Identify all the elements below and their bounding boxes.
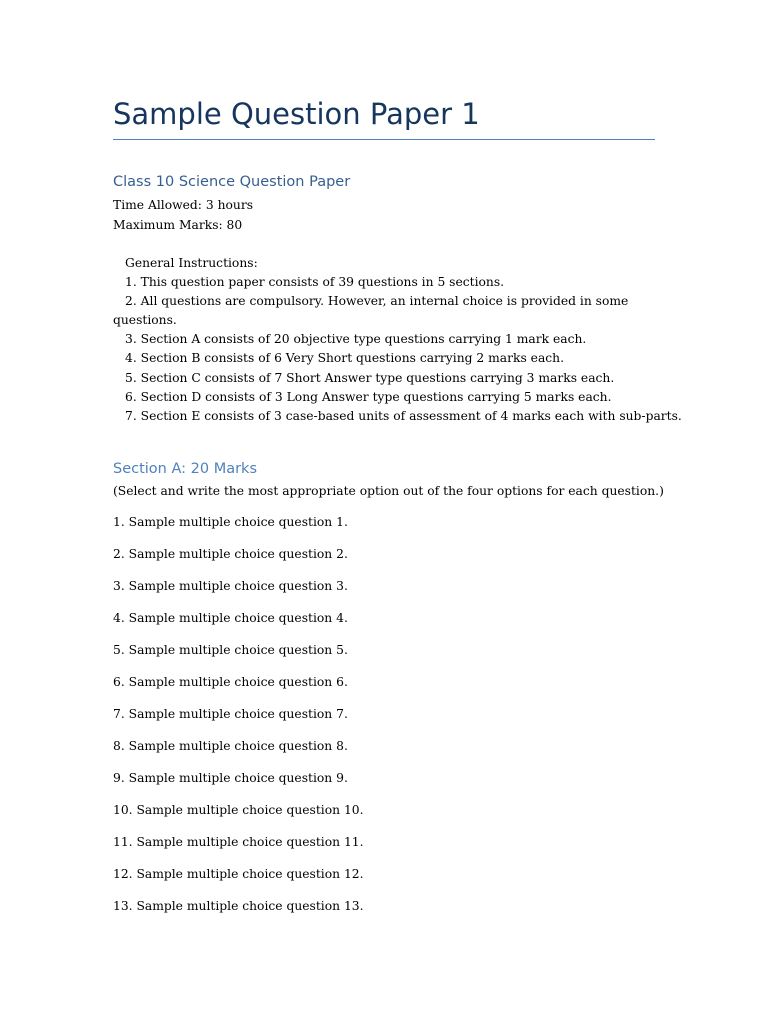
instructions-heading: General Instructions: <box>125 256 258 270</box>
question-item: 13. Sample multiple choice question 13. <box>113 899 364 913</box>
question-item: 7. Sample multiple choice question 7. <box>113 707 348 721</box>
instruction-item: 1. This question paper consists of 39 questions in 5 sections. <box>125 275 505 289</box>
question-item: 4. Sample multiple choice question 4. <box>113 611 348 625</box>
question-item: 12. Sample multiple choice question 12. <box>113 867 364 881</box>
paper-subtitle: Class 10 Science Question Paper <box>113 174 351 190</box>
section-a-heading: Section A: 20 Marks <box>113 461 258 477</box>
question-item: 10. Sample multiple choice question 10. <box>113 803 364 817</box>
time-allowed: Time Allowed: 3 hours <box>113 198 254 212</box>
title-underline <box>113 139 655 140</box>
question-item: 8. Sample multiple choice question 8. <box>113 739 348 753</box>
instruction-item: 2. All questions are compulsory. However, an internal choice is provided in some <box>125 294 629 308</box>
question-item: 3. Sample multiple choice question 3. <box>113 579 348 593</box>
question-item: 1. Sample multiple choice question 1. <box>113 515 348 529</box>
instruction-item-continued: questions. <box>113 313 177 327</box>
document-title: Sample Question Paper 1 <box>113 97 480 131</box>
question-list <box>113 514 364 930</box>
instruction-item: 3. Section A consists of 20 objective type questions carrying 1 mark each. <box>125 332 587 346</box>
question-item: 6. Sample multiple choice question 6. <box>113 675 348 689</box>
question-item: 9. Sample multiple choice question 9. <box>113 771 348 785</box>
instruction-item: 4. Section B consists of 6 Very Short questions carrying 2 marks each. <box>125 351 564 365</box>
section-a-note: (Select and write the most appropriate option out of the four options for each question.) <box>113 484 664 498</box>
instruction-item: 6. Section D consists of 3 Long Answer type questions carrying 5 marks each. <box>125 390 612 404</box>
question-item: 5. Sample multiple choice question 5. <box>113 643 348 657</box>
instruction-item: 5. Section C consists of 7 Short Answer type questions carrying 3 marks each. <box>125 371 615 385</box>
question-item: 2. Sample multiple choice question 2. <box>113 547 348 561</box>
maximum-marks: Maximum Marks: 80 <box>113 218 243 232</box>
instruction-item: 7. Section E consists of 3 case-based units of assessment of 4 marks each with sub-parts. <box>125 409 682 423</box>
question-item: 11. Sample multiple choice question 11. <box>113 835 364 849</box>
